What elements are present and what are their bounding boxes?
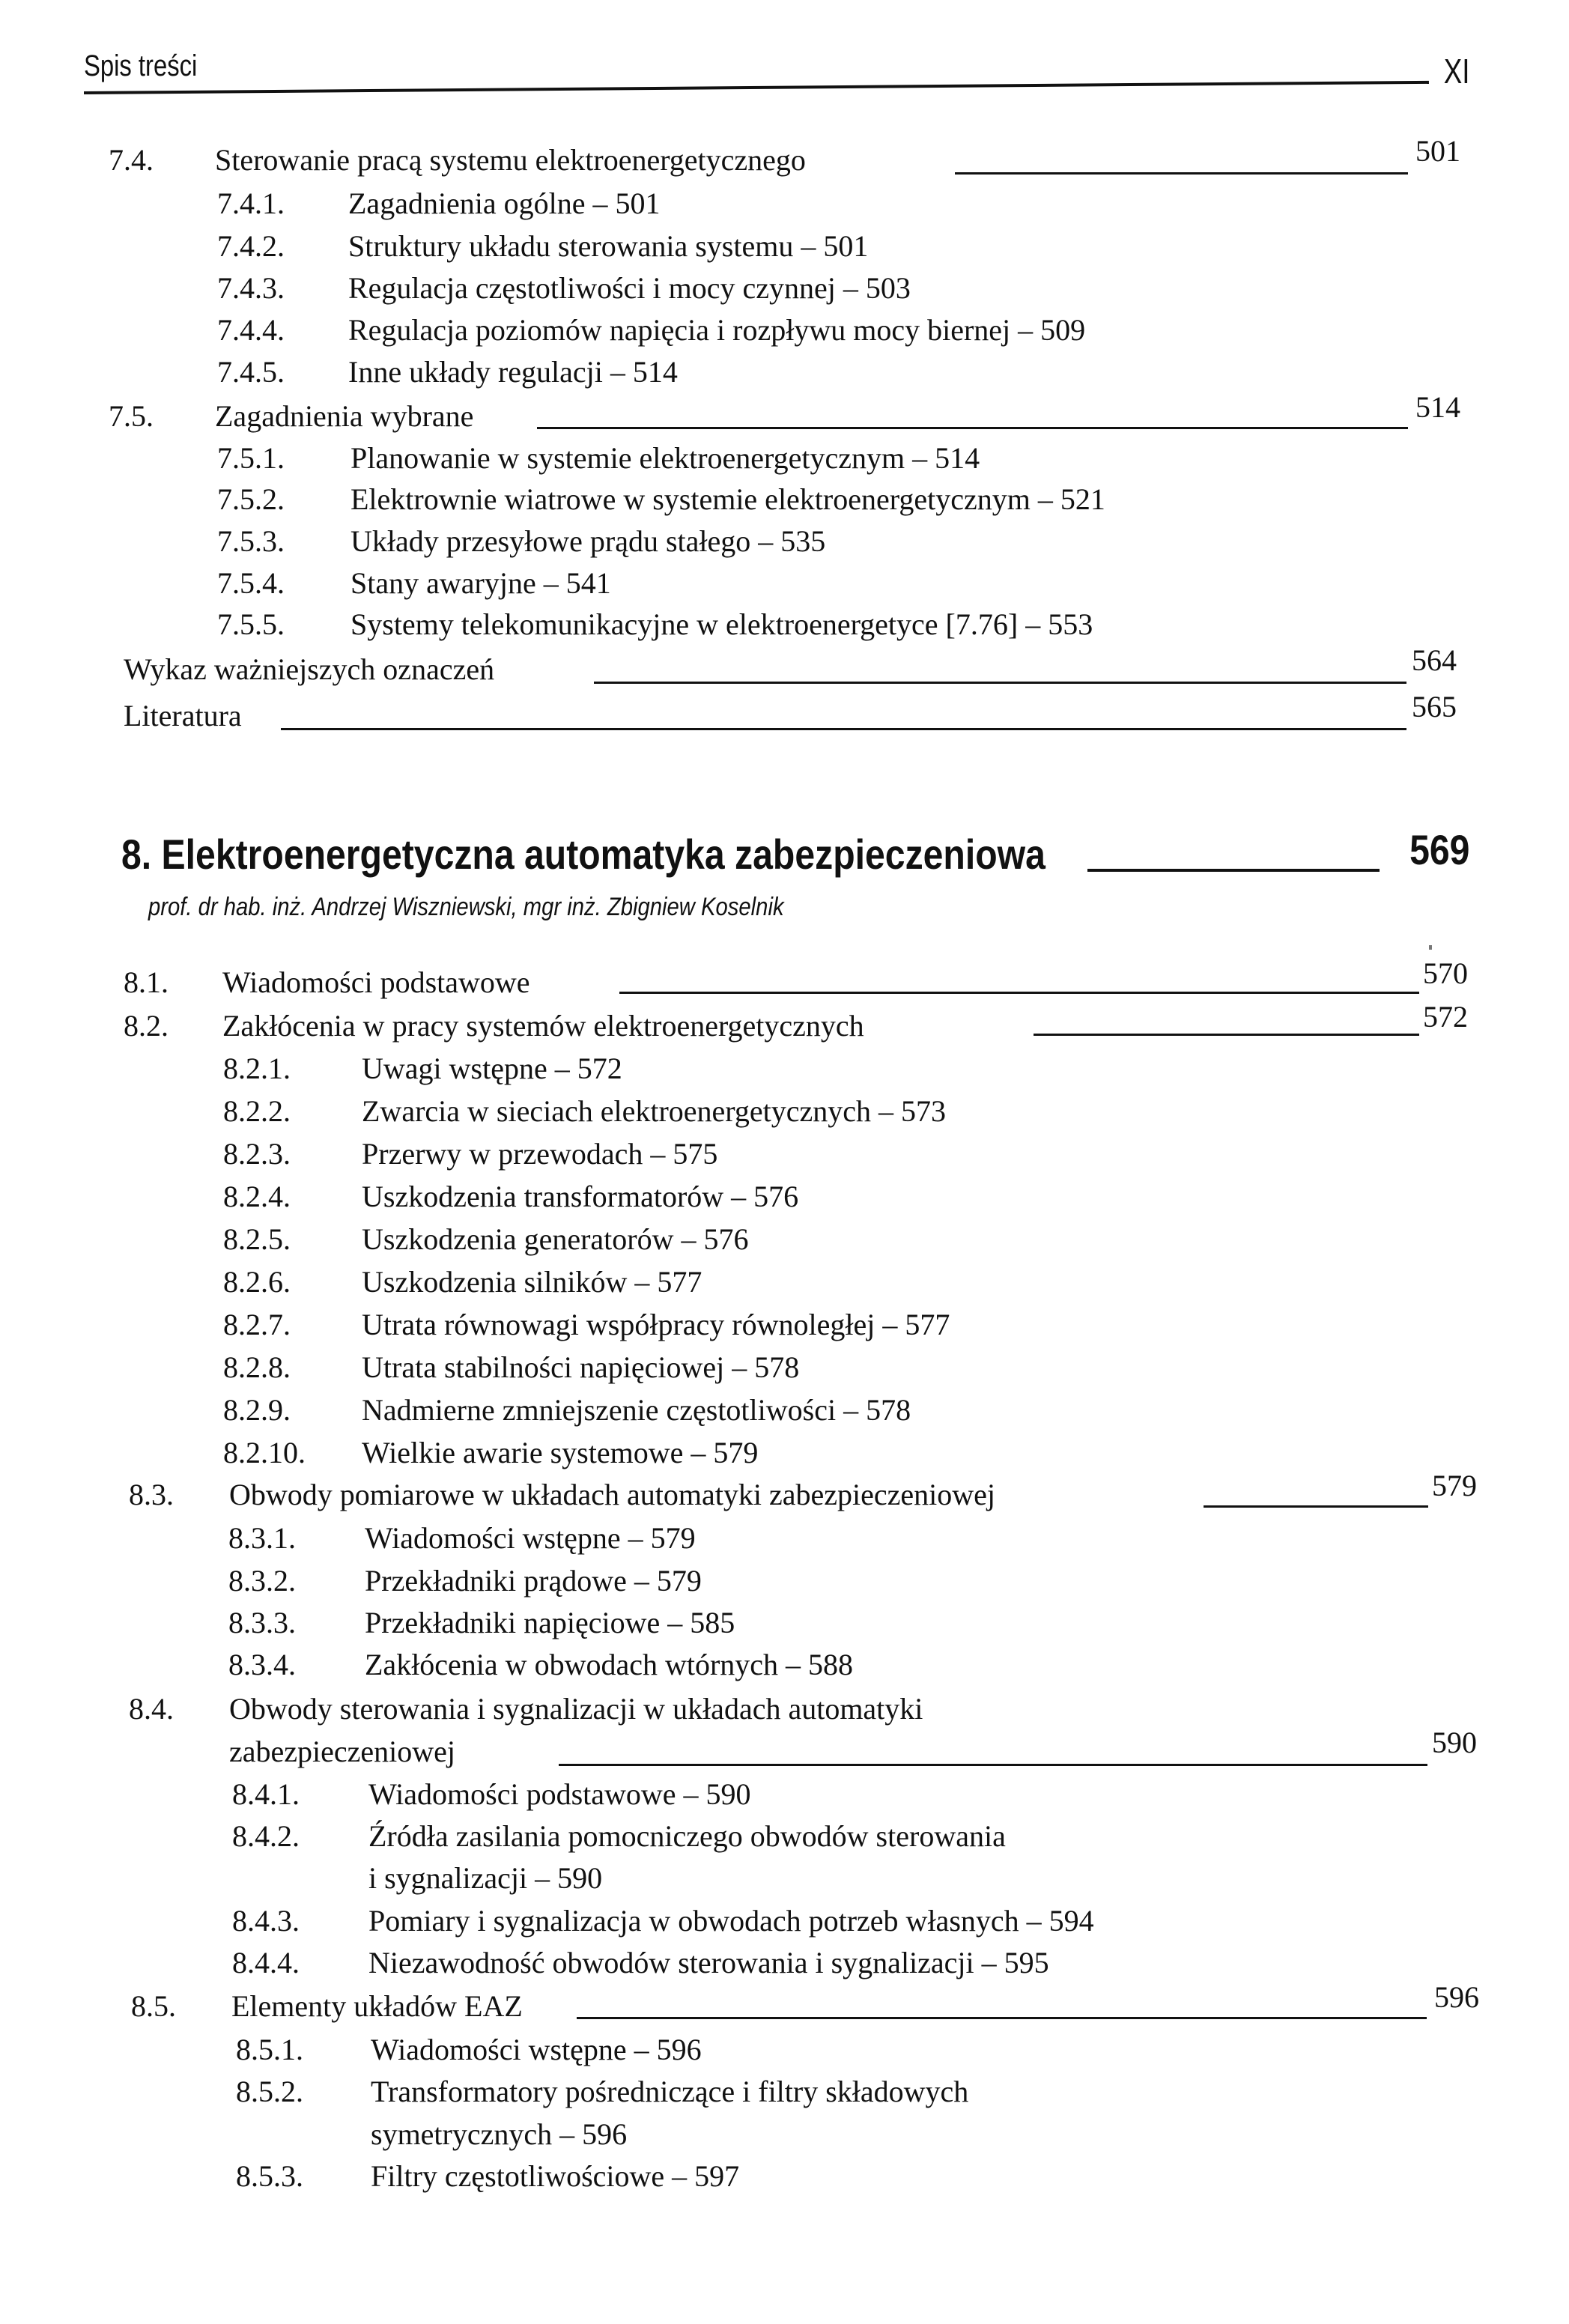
entry-title-continuation: i sygnalizacji – 590 xyxy=(368,1861,603,1895)
entry-number: 8.4.2. xyxy=(232,1819,300,1853)
toc-entry-section[interactable] xyxy=(129,1469,1479,1519)
entry-title: Stany awaryjne – 541 xyxy=(350,566,611,600)
entry-title: Zakłócenia w pracy systemów elektroenergetycznych xyxy=(222,1009,864,1043)
entry-title: Filtry częstotliwościowe – 597 xyxy=(371,2159,740,2193)
entry-title: Przerwy w przewodach – 575 xyxy=(362,1137,718,1171)
entry-title: Niezawodność obwodów sterowania i sygnalizacji – 595 xyxy=(368,1946,1049,1979)
entry-page: 572 xyxy=(1423,1000,1468,1034)
entry-number: 7.4.4. xyxy=(217,313,285,347)
entry-title: Elementy układów EAZ xyxy=(231,1989,523,2023)
entry-number: 8.3.4. xyxy=(228,1648,296,1681)
entry-title: Obwody pomiarowe w układach automatyki zabezpieczeniowej xyxy=(229,1478,995,1511)
entry-number: 8.4.3. xyxy=(232,1904,300,1938)
entry-number: 8.5.1. xyxy=(236,2033,303,2066)
chapter-heading[interactable] xyxy=(121,826,1469,890)
entry-title: Zakłócenia w obwodach wtórnych – 588 xyxy=(365,1648,854,1681)
entry-number: 8.3. xyxy=(129,1478,174,1511)
leader-line xyxy=(1204,1505,1428,1508)
entry-number: 8.2.2. xyxy=(223,1094,291,1128)
entry-title: Układy przesyłowe prądu stałego – 535 xyxy=(350,524,826,558)
entry-number: 7.5.1. xyxy=(217,441,285,475)
entry-number: 8.2.7. xyxy=(223,1308,291,1341)
toc-entry-section[interactable] xyxy=(124,956,1479,1007)
entry-number: 8.2. xyxy=(124,1009,169,1043)
leader-line xyxy=(537,427,1408,429)
leader-line xyxy=(1034,1034,1419,1036)
entry-number: 7.5.3. xyxy=(217,524,285,558)
entry-page: 579 xyxy=(1432,1469,1477,1502)
entry-number: 7.4.1. xyxy=(217,186,285,220)
entry-number: 8.2.10. xyxy=(223,1436,306,1469)
entry-page: 564 xyxy=(1412,643,1457,677)
toc-entry-symbols-list[interactable] xyxy=(124,643,1468,694)
leader-line xyxy=(594,682,1406,684)
entry-number: 7.5. xyxy=(109,399,154,433)
running-head-title: Spis treści xyxy=(84,49,198,82)
leader-line xyxy=(619,992,1419,994)
running-head-rule xyxy=(84,81,1429,94)
entry-number: 8.2.1. xyxy=(223,1052,291,1085)
entry-number: 8.5. xyxy=(131,1989,176,2023)
leader-line xyxy=(955,172,1408,175)
entry-title: Literatura xyxy=(124,699,242,732)
entry-title: Sterowanie pracą systemu elektroenergetycznego xyxy=(215,143,806,177)
chapter-authors: prof. dr hab. inż. Andrzej Wiszniewski, mgr inż. Zbigniew Koselnik xyxy=(148,893,784,921)
toc-entry-section[interactable] xyxy=(124,1000,1479,1050)
entry-number: 8.5.3. xyxy=(236,2159,303,2193)
entry-number: 7.5.4. xyxy=(217,566,285,600)
leader-line xyxy=(1087,869,1380,872)
toc-entry-section[interactable] xyxy=(129,1691,1479,1733)
entry-number: 8.2.6. xyxy=(223,1265,291,1299)
entry-number: 8.2.4. xyxy=(223,1180,291,1213)
entry-number: 8.1. xyxy=(124,965,169,999)
entry-number: 8.2.3. xyxy=(223,1137,291,1171)
entry-page: 596 xyxy=(1434,1980,1479,2014)
leader-line xyxy=(559,1764,1427,1766)
entry-number: 8.5.2. xyxy=(236,2075,303,2108)
entry-title: Wiadomości podstawowe – 590 xyxy=(368,1777,751,1811)
entry-title: Regulacja poziomów napięcia i rozpływu mocy biernej – 509 xyxy=(348,313,1086,347)
toc-entry-section[interactable] xyxy=(109,390,1468,440)
leader-line xyxy=(281,728,1406,730)
entry-title: Obwody sterowania i sygnalizacji w układach automatyki xyxy=(229,1692,923,1726)
entry-title: Elektrownie wiatrowe w systemie elektroenergetycznym – 521 xyxy=(350,482,1105,516)
entry-page: 514 xyxy=(1415,390,1460,424)
entry-number: 8.3.2. xyxy=(228,1564,296,1598)
entry-number: 8.2.8. xyxy=(223,1350,291,1384)
scan-speck xyxy=(1429,945,1432,950)
entry-page: 501 xyxy=(1415,134,1460,168)
toc-entry-section[interactable] xyxy=(131,1980,1487,2030)
entry-title: Przekładniki prądowe – 579 xyxy=(365,1564,702,1598)
entry-title-continuation: symetrycznych – 596 xyxy=(371,2117,628,2151)
running-head xyxy=(84,43,1469,96)
entry-number: 8.4.4. xyxy=(232,1946,300,1979)
entry-title: Wiadomości wstępne – 579 xyxy=(365,1521,696,1555)
entry-title: Struktury układu sterowania systemu – 501 xyxy=(348,229,869,263)
entry-title: Transformatory pośredniczące i filtry składowych xyxy=(371,2075,969,2108)
entry-number: 7.5.2. xyxy=(217,482,285,516)
entry-title: Regulacja częstotliwości i mocy czynnej – 503 xyxy=(348,271,911,305)
entry-number: 8.2.9. xyxy=(223,1393,291,1427)
entry-number: 8.3.3. xyxy=(228,1606,296,1639)
entry-page: 590 xyxy=(1432,1726,1477,1759)
entry-title: Uszkodzenia transformatorów – 576 xyxy=(362,1180,799,1213)
entry-title: Planowanie w systemie elektroenergetycznym – 514 xyxy=(350,441,980,475)
entry-title: Źródła zasilania pomocniczego obwodów sterowania xyxy=(368,1819,1006,1853)
toc-entry-section[interactable] xyxy=(109,134,1468,184)
entry-title: Przekładniki napięciowe – 585 xyxy=(365,1606,735,1639)
entry-title: Utrata stabilności napięciowej – 578 xyxy=(362,1350,800,1384)
chapter-page: 569 xyxy=(1409,826,1469,873)
entry-title-continuation: zabezpieczeniowej xyxy=(229,1735,456,1768)
chapter-title: 8. Elektroenergetyczna automatyka zabezpieczeniowa xyxy=(121,831,1046,878)
entry-page: 570 xyxy=(1423,956,1468,990)
entry-number: 8.4. xyxy=(129,1692,174,1726)
entry-number: 7.4.5. xyxy=(217,355,285,389)
entry-number: 8.2.5. xyxy=(223,1222,291,1256)
entry-title: Uszkodzenia silników – 577 xyxy=(362,1265,702,1299)
toc-entry-literature[interactable] xyxy=(124,690,1468,740)
entry-number: 8.3.1. xyxy=(228,1521,296,1555)
running-head-page-number: XI xyxy=(1443,52,1469,91)
entry-number: 7.4.3. xyxy=(217,271,285,305)
entry-title: Uwagi wstępne – 572 xyxy=(362,1052,622,1085)
entry-number: 7.4. xyxy=(109,143,154,177)
entry-title: Zwarcia w sieciach elektroenergetycznych – 573 xyxy=(362,1094,946,1128)
entry-title: Uszkodzenia generatorów – 576 xyxy=(362,1222,749,1256)
entry-number: 7.5.5. xyxy=(217,607,285,641)
toc-entry-section-continuation[interactable] xyxy=(229,1726,1479,1776)
entry-title: Nadmierne zmniejszenie częstotliwości – 578 xyxy=(362,1393,911,1427)
entry-title: Inne układy regulacji – 514 xyxy=(348,355,678,389)
entry-title: Zagadnienia wybrane xyxy=(215,399,474,433)
entry-title: Pomiary i sygnalizacja w obwodach potrzeb własnych – 594 xyxy=(368,1904,1094,1938)
leader-line xyxy=(577,2017,1427,2019)
entry-page: 565 xyxy=(1412,690,1457,723)
entry-title: Wiadomości wstępne – 596 xyxy=(371,2033,702,2066)
entry-number: 8.4.1. xyxy=(232,1777,300,1811)
entry-title: Wykaz ważniejszych oznaczeń xyxy=(124,652,495,686)
entry-title: Wiadomości podstawowe xyxy=(222,965,530,999)
entry-number: 7.4.2. xyxy=(217,229,285,263)
entry-title: Utrata równowagi współpracy równoległej – 577 xyxy=(362,1308,950,1341)
entry-title: Wielkie awarie systemowe – 579 xyxy=(362,1436,759,1469)
entry-title: Zagadnienia ogólne – 501 xyxy=(348,186,661,220)
entry-title: Systemy telekomunikacyjne w elektroenergetyce [7.76] – 553 xyxy=(350,607,1093,641)
